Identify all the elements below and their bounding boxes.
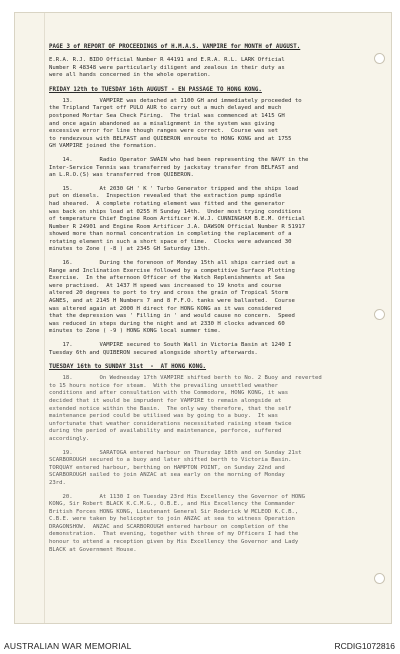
text-line: Number R 48348 were particularly diligent and zealous in their duty as — [49, 64, 285, 71]
section-heading-passage: FRIDAY 12th to TUESDAY 16th AUGUST - EN PASSAGE TO HONG KONG. — [49, 86, 262, 93]
text-line: BLACK at Government House. — [49, 546, 137, 553]
text-line: GH VAMPIRE joined the formation. — [49, 143, 157, 150]
text-line: 19. SARATOGA entered harbour on Thursday 18th and on Sunday 21st — [49, 449, 302, 456]
report-text — [49, 43, 379, 554]
text-line: postponed Mortar Sea Check Firing. The trial was commenced at 1415 GH — [49, 112, 285, 119]
text-line: an L.R.O.(S) was transferred from QUIBERON. — [49, 172, 194, 179]
text-line: maintenance period could be utilised was by going to a buoy. It was — [49, 413, 279, 420]
text-line: was back on ships load at 0255 H Sunday 14th. Under most trying conditions — [49, 208, 302, 215]
text-line: honour to attend a reception given by His Excellency the Governor and Lady — [49, 539, 299, 546]
text-line: accordingly. — [49, 435, 90, 442]
paragraph-20 — [49, 494, 379, 555]
text-line: rotating element in such a short space of time. Clocks were advanced 30 — [49, 238, 292, 245]
text-line: E.R.A. R.J. BIDO Official Number R 44191 and E.R.A. R.L. LARK Official — [49, 57, 285, 63]
text-line: 17. VAMPIRE secured to South Wall in Victoria Basin at 1240 I — [49, 342, 292, 348]
text-line: Exercise. In the afternoon Officer of the Watch Replenishments at Sea — [49, 275, 285, 282]
text-line: AGNES, and at 2145 H Numbers 7 and 8 F.F.O. tanks were ballasted. Course — [49, 298, 295, 305]
text-line: minutes to Zone ( -8 ) at 2345 GH Saturday 13th. — [49, 246, 211, 253]
text-line: was altered again at 2000 H direct for HONG KONG as it was considered — [49, 305, 282, 312]
text-line: 15. At 2030 GH ' K ' Turbo Generator tripped and the ships load — [49, 185, 299, 192]
text-line: and once again abandoned as a misalignment in the system was giving — [49, 120, 275, 127]
text-line: put on diesels. Inspection revealed that the extraction pump spindle — [49, 193, 282, 200]
text-line: was reduced in steps during the night and at 2330 H clocks advanced 60 — [49, 320, 285, 327]
paragraph-13 — [49, 98, 379, 151]
text-line: to rendezvous with BELFAST and QUIBERON enroute to HONG KONG and at 1755 — [49, 135, 292, 142]
paragraph-17 — [49, 342, 379, 357]
paragraph-19 — [49, 450, 379, 488]
text-line: Tuesday 6th and QUIBERON secured alongside shortly afterwards. — [49, 349, 258, 356]
paragraph-18 — [49, 375, 379, 443]
text-line: conditions and after consultation with the Commodore, HONG KONG, it was — [49, 390, 289, 397]
archive-footer — [0, 627, 400, 654]
text-line: 18. On Wednesday 17th VAMPIRE shifted berth to No. 2 Buoy and reverted — [49, 375, 322, 382]
intro-paragraph — [49, 57, 379, 80]
footer-archive-name: AUSTRALIAN WAR MEMORIAL — [4, 641, 132, 651]
text-line: excessive error for line though ranges were correct. Course was set — [49, 128, 279, 135]
text-line: PAGE 3 of REPORT OF PROCEEDINGS of H.M.A.S. VAMPIRE for MONTH of AUGUST. — [49, 44, 301, 50]
section-heading-hong-kong: TUESDAY 16th to SUNDAY 31st - AT HONG KONG. — [49, 364, 207, 371]
text-line: SCARBOROUGH secured to a buoy and later shifted berth to Victoria Basin. — [49, 457, 292, 464]
text-line: 13. VAMPIRE was detached at 1100 GH and immediately proceeded to — [49, 97, 302, 104]
text-line: extended notice within the Basin. The only way therefore, that the self — [49, 405, 292, 412]
text-line: minutes to Zone ( -9 ) HONG KONG local summer time. — [49, 328, 221, 335]
text-line: SCARBOROUGH sailed to join ANZAC at sea early on the morning of Monday — [49, 472, 285, 479]
text-line: TORQUAY entered harbour, berthing on HAMPTON POINT, on Sunday 22nd and — [49, 464, 285, 471]
binder-hole — [374, 573, 385, 584]
text-line: were all hands concerned in the whole operation. — [49, 72, 211, 79]
text-line: Number R 24901 and Engine Room Artificer J.A. DAWSON Official Number R 51917 — [49, 223, 305, 230]
text-line: KONG, Sir Robert BLACK K.C.M.G., O.B.E., and His Excellency the Commander — [49, 501, 295, 508]
text-line: 23rd. — [49, 479, 66, 486]
paragraph-16 — [49, 260, 379, 336]
text-line: decided that it would be imprudent for VAMPIRE to remain alongside at — [49, 397, 282, 404]
text-line: British Forces HONG KONG, Lieutenant General Sir Roderick W MCLEOD K.C.B., — [49, 508, 299, 515]
footer-record-id: RCDIG1072816 — [334, 641, 395, 651]
text-line: 20. At 1130 I on Tuesday 23rd His Excellency the Governor of HONG — [49, 493, 305, 500]
text-line: had sheared. A complete rotating element was fitted and the generator — [49, 200, 285, 207]
text-line: C.B.E. were taken by helicopter to join ANZAC at sea to witness Operation — [49, 516, 295, 523]
text-line: 16. During the forenoon of Monday 15th all ships carried out a — [49, 260, 295, 267]
text-line: during the period of availability and maintenance, perforce, suffered — [49, 428, 282, 435]
document-page — [14, 12, 392, 624]
text-line: altered 20 degrees to port to try and cross the grain of Tropical Storm — [49, 290, 289, 297]
text-line: of temperature Chief Engine Room Artificer W.W.J. CUNNINGHAM B.E.M. Official — [49, 216, 305, 223]
text-line: showed more than normal concentration in completing the replacement of a — [49, 231, 292, 238]
text-line: DRAGONSHOW. ANZAC and SCARBOROUGH entered harbour on completion of the — [49, 523, 289, 530]
paragraph-15 — [49, 186, 379, 254]
text-line: to 15 hours notice for steam. With the prevailing unsettled weather — [49, 382, 279, 389]
text-line: Range and Inclination Exercise followed by a competitive Surface Plotting — [49, 267, 295, 274]
text-line: were practised. At 1437 H speed was increased to 19 knots and course — [49, 282, 282, 289]
report-header — [49, 43, 379, 51]
paragraph-14 — [49, 157, 379, 180]
text-line: Inter-Service Tennis was transferred by jackstay transfer from BELFAST and — [49, 164, 299, 171]
text-line: 14. Radio Operator SWAIN who had been representing the NAVY in the — [49, 156, 309, 163]
text-line: the Tripland Target off PULO AUR to carry out a much delayed and much — [49, 105, 282, 112]
text-line: unfortunate that weather considerations necessitated raising steam twice — [49, 420, 292, 427]
text-line: demonstration. That evening, together with three of my Officers I had the — [49, 531, 299, 538]
text-line: that the depression was ' Filling in ' and would cause no concern. Speed — [49, 313, 295, 320]
margin-rule — [44, 13, 45, 623]
